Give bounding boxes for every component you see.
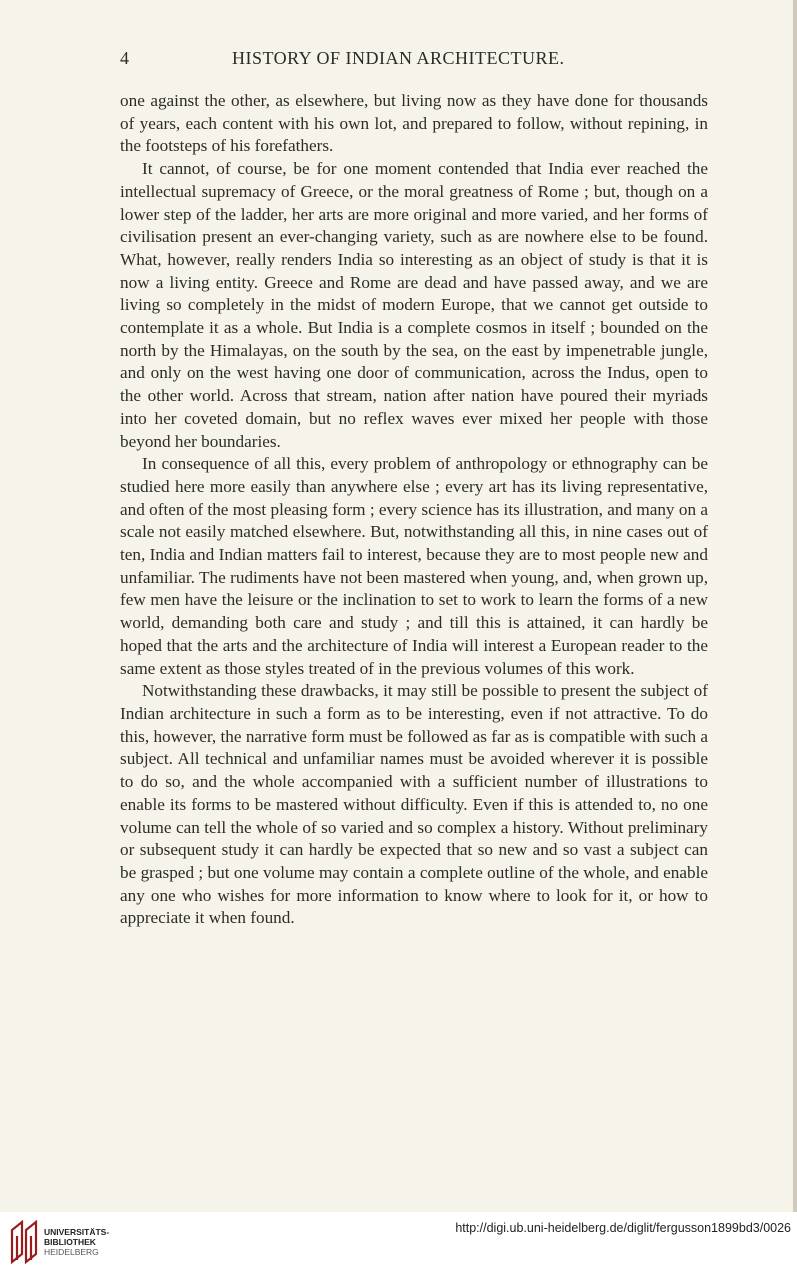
source-url-link[interactable]: http://digi.ub.uni-heidelberg.de/diglit/fergusson1899bd3/0026 xyxy=(455,1221,791,1235)
library-line-1: UNIVERSITÄTS- xyxy=(44,1227,110,1237)
library-line-3: HEIDELBERG xyxy=(44,1247,99,1257)
paragraph-4: Notwithstanding these drawbacks, it may still be possible to present the subject of Indian architecture in such a form as to be interesting, even if not attractive. To do this, however, the narrative form must be followed as far as is compatible with such a subject. All technical and unfamiliar names must be avoided wherever it is possible to do so, and the whole accompanied with a sufficient number of illustrations to enable its forms to be mastered without difficulty. Even if this is attended to, no one volume can tell the whole of so varied and so complex a history. Without preliminary or subsequent study it can hardly be expected that so new and so vast a subject can be grasped ; but one volume may contain a complete outline of the whole, and enable any one who wishes for more information to know where to look for it, or how to appreciate it when found. xyxy=(120,681,708,928)
page-edge xyxy=(793,0,797,1212)
text-body xyxy=(120,90,708,930)
library-logo-icon xyxy=(8,1220,40,1264)
page-number: 4 xyxy=(120,48,130,68)
paragraph-1: one against the other, as elsewhere, but living now as they have done for thousands of years, each content with his own lot, and prepared to follow, without repining, in the footsteps of his forefathers. xyxy=(120,91,708,156)
running-title: HISTORY OF INDIAN ARCHITECTURE. xyxy=(232,48,565,68)
library-line-2: BIBLIOTHEK xyxy=(44,1237,96,1247)
footer-bar xyxy=(0,1212,797,1270)
paragraph-3: In consequence of all this, every problem of anthropology or ethnography can be studied here more easily than anywhere else ; every art has its living representative, and often of the most pleasing form ; every science has its illustration, and many on a scale not easily matched elsewhere. But, notwithstanding all this, in nine cases out of ten, India and Indian matters fail to interest, because they are to most people new and unfamiliar. The rudiments have not been mastered when young, and, when grown up, few men have the leisure or the inclination to set to work to learn the forms of a new world, demanding both care and study ; and till this is attained, it can hardly be hoped that the arts and the architecture of India will interest a European reader to the same extent as those styles treated of in the previous volumes of this work. xyxy=(120,454,708,678)
paragraph-2: It cannot, of course, be for one moment contended that India ever reached the intellectual supremacy of Greece, or the moral greatness of Rome ; but, though on a lower step of the ladder, her arts are more original and more varied, and her forms of civilisation present an ever-changing variety, such as are nowhere else to be found. What, however, really renders India so interesting as an object of study is that it is now a living entity. Greece and Rome are dead and have passed away, and we are living so completely in the midst of modern Europe, that we cannot get outside to contemplate it as a whole. But India is a complete cosmos in itself ; bounded on the north by the Himalayas, on the south by the sea, on the east by impenetrable jungle, and only on the west having one door of communication, across the Indus, open to the other world. Across that stream, nation after nation have poured their myriads into her coveted domain, but no reflex waves ever mixed her people with those beyond her boundaries. xyxy=(120,159,708,451)
page-header xyxy=(120,48,710,76)
library-name xyxy=(44,1227,109,1257)
